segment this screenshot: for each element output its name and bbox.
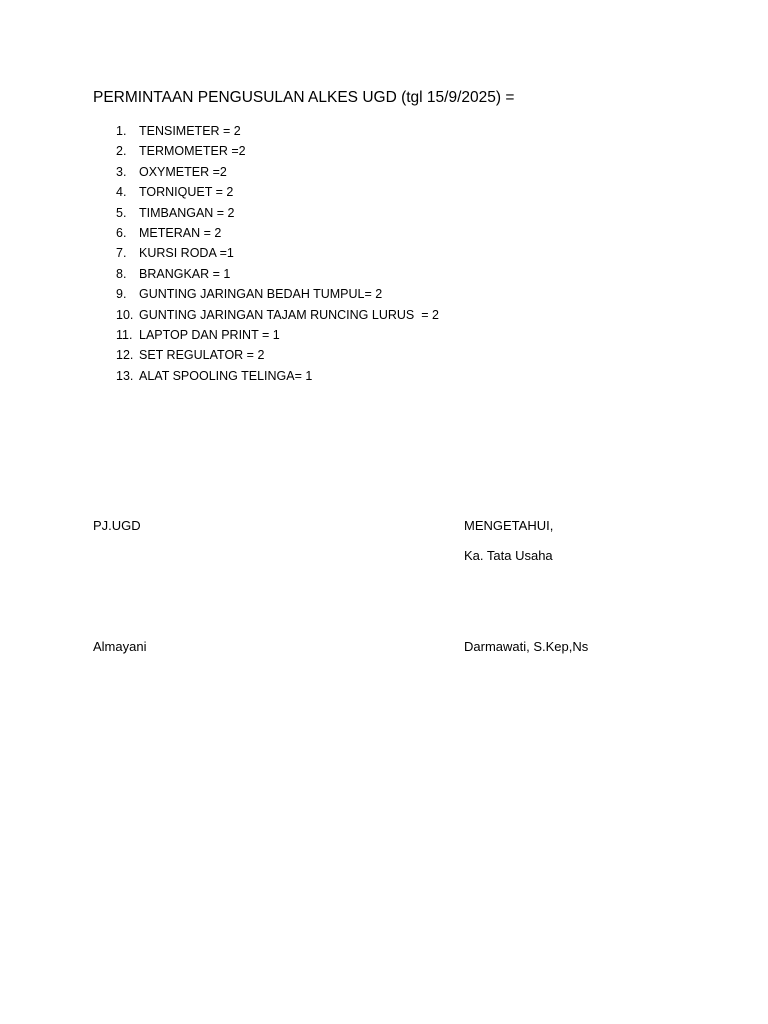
list-item-text: KURSI RODA =1 [139,246,234,261]
list-item-number: 10. [116,307,134,322]
list-item-number: 7. [116,246,127,261]
list-item [116,243,439,263]
signatory-left-role: PJ.UGD [93,518,141,533]
list-item [116,284,439,304]
list-item [116,345,439,365]
list-item-number: 5. [116,205,127,220]
signatory-left-name: Almayani [93,639,147,654]
signatory-right-position: Ka. Tata Usaha [464,548,553,563]
list-item [116,182,439,202]
list-item-number: 1. [116,124,127,138]
list-item-text: GUNTING JARINGAN TAJAM RUNCING LURUS = 2 [139,307,439,322]
list-item-text: BRANGKAR = 1 [139,266,231,281]
list-item [116,366,439,386]
list-item-number: 11. [116,327,133,342]
list-item [116,141,439,161]
list-item-number: 13. [116,368,134,383]
list-item [116,121,439,141]
list-item [116,223,439,243]
list-item [116,325,439,345]
list-item-number: 2. [116,144,127,159]
list-item-text: SET REGULATOR = 2 [139,348,265,363]
list-item-number: 6. [116,225,127,240]
list-item-number: 4. [116,185,127,200]
list-item-text: LAPTOP DAN PRINT = 1 [139,327,280,342]
list-item [116,203,439,223]
list-item-text: GUNTING JARINGAN BEDAH TUMPUL= 2 [139,287,383,302]
list-item [116,264,439,284]
list-item-number: 12. [116,348,134,363]
list-item-text: TIMBANGAN = 2 [139,205,235,220]
list-item-number: 8. [116,266,127,281]
list-item-number: 3. [116,164,127,179]
signatory-right-role: MENGETAHUI, [464,518,554,533]
list-item-number: 9. [116,287,127,302]
list-item-text: OXYMETER =2 [139,164,227,179]
equipment-list [116,121,439,386]
signatory-right-name: Darmawati, S.Kep,Ns [464,639,589,654]
list-item-text: ALAT SPOOLING TELINGA= 1 [139,368,313,383]
list-item [116,162,439,182]
list-item [116,305,439,325]
list-item-text: METERAN = 2 [139,225,222,240]
list-item-text: TENSIMETER = 2 [139,124,241,138]
list-item-text: TERMOMETER =2 [139,144,246,159]
list-item-text: TORNIQUET = 2 [139,185,234,200]
document-title: PERMINTAAN PENGUSULAN ALKES UGD (tgl 15/9/2025) = [93,89,515,106]
